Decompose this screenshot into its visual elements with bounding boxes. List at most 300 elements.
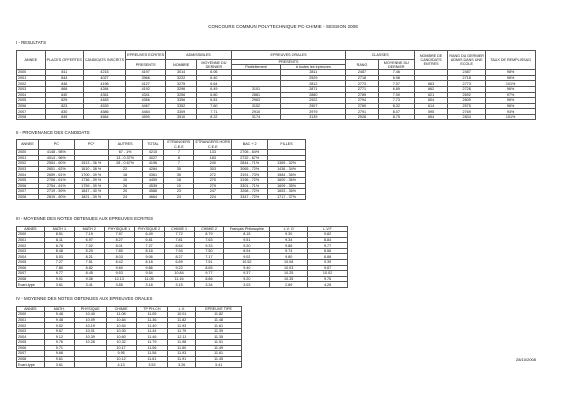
provenance-header: PC — [38, 140, 74, 150]
provenance-cell: 30 — [164, 166, 194, 172]
provenance-cell: 4196 — [142, 161, 164, 167]
provenance-cell: 4539 — [142, 183, 164, 189]
results-cell: 3396 — [166, 98, 197, 104]
results-cell: 8.07 — [378, 109, 414, 115]
ecrites-cell: 7.27 — [134, 243, 164, 249]
results-cell: 2575 — [448, 103, 486, 109]
orales-header: EPREUVE TIPE — [196, 307, 242, 312]
ecrites-cell: 9.77 — [44, 271, 74, 277]
ecrites-cell: Ecart-type — [17, 282, 45, 288]
ecrites-cell: 9.76 — [308, 276, 348, 282]
results-cell: 662 — [415, 86, 448, 92]
ecrites-cell: 9.34 — [270, 237, 308, 243]
ecrites-cell: 9.20 — [224, 243, 270, 249]
provenance-cell: 2732 - 67% — [232, 155, 268, 161]
orales-cell: 9.48 — [44, 312, 74, 318]
provenance-cell: 1609 - 35% — [268, 183, 306, 189]
results-cell: 3966 — [126, 75, 166, 81]
provenance-cell: 1436 - 34% — [268, 166, 306, 172]
ecrites-cell: 8.03 — [104, 254, 134, 260]
results-cell: 829 — [45, 98, 83, 104]
date-stamp: 28/10/2008 — [515, 357, 536, 362]
provenance-cell: 1821 - 39 % — [74, 194, 108, 200]
results-cell: 2006 — [17, 103, 46, 109]
orales-header: CHIMIE — [106, 307, 136, 312]
orales-cell: 9.61 — [44, 356, 74, 362]
ecrites-cell: 7.17 — [194, 254, 224, 260]
results-cell: 4590 — [126, 114, 166, 120]
orales-cell: 9.71 — [44, 345, 74, 351]
provenance-cell: 2002 — [17, 161, 39, 167]
orales-cell: 3.53 — [136, 362, 168, 368]
provenance-cell: 2706 - 64% — [232, 150, 268, 156]
provenance-header: PC* — [74, 140, 108, 150]
orales-cell: 9.67 — [44, 328, 74, 334]
results-cell: 4027 — [83, 75, 125, 81]
ecrites-cell: 7.72 — [164, 232, 194, 238]
ecrites-cell: 8.18 — [134, 248, 164, 254]
ecrites-cell: 8.65 — [194, 265, 224, 271]
ecrites-cell: 9.40 — [224, 265, 270, 271]
ecrites-header: Français Philosophie — [224, 227, 270, 232]
results-cell: 849 — [45, 114, 83, 120]
provenance-cell: 1584 - 36% — [268, 172, 306, 178]
results-cell: 2718 — [346, 75, 378, 81]
provenance-cell: 4284 — [142, 166, 164, 172]
provenance-cell: 22 — [108, 166, 142, 172]
ecrites-cell: 2008 — [17, 276, 45, 282]
orales-cell: 2004 — [17, 334, 45, 340]
provenance-cell: 2719 - 59% — [38, 189, 74, 195]
results-cell: 3222 — [166, 75, 197, 81]
results-cell: 7.07 — [378, 81, 414, 87]
orales-cell: 11.82 — [168, 317, 196, 323]
ecrites-cell: 5.53 — [44, 254, 74, 260]
ecrites-cell: 9.37 — [224, 271, 270, 277]
provenance-cell: 1610 - 38 % — [74, 166, 108, 172]
results-cell: 2979 — [281, 109, 346, 115]
col-admissibles: ADMISSIBLES — [166, 51, 231, 60]
results-cell: 7.71 — [197, 109, 232, 115]
results-cell: 2880 — [281, 92, 346, 98]
ecrites-cell: 8.84 — [308, 237, 348, 243]
orales-header: L.V. — [168, 307, 196, 312]
col-toutes-epreuves: à toutes les épreuves — [281, 65, 346, 70]
ecrites-cell: 2005 — [17, 260, 45, 266]
orales-cell: 10.32 — [106, 340, 136, 346]
orales-cell: 9.95 — [106, 351, 136, 357]
col-epreuves-ecrites: EPREUVES ECRITES — [126, 51, 166, 60]
orales-cell: 11.93 — [168, 323, 196, 329]
ecrites-cell: 3.34 — [194, 282, 224, 288]
orales-cell: 9.48 — [44, 317, 74, 323]
provenance-cell: 4459 — [142, 177, 164, 183]
ecrites-cell: 6.97 — [74, 237, 104, 243]
orales-cell: 2006 — [17, 345, 45, 351]
results-cell: 2728 — [448, 86, 486, 92]
orales-cell: 11.39 — [196, 328, 242, 334]
results-cell: 4586 — [83, 109, 125, 115]
col-nombre-entres: NOMBRE DE CANDIDATS ENTRES — [415, 51, 448, 70]
ecrites-cell: 7.02 — [74, 243, 104, 249]
ecrites-cell: 9.36 — [74, 276, 104, 282]
ecrites-cell: 8.86 — [194, 276, 224, 282]
orales-cell: 9.52 — [44, 323, 74, 329]
results-cell: 93% — [486, 109, 536, 115]
orales-cell: 11.82 — [196, 312, 242, 318]
results-cell: 830 — [45, 109, 83, 115]
orales-table — [16, 306, 242, 368]
ecrites-cell: 8.27 — [104, 237, 134, 243]
results-cell: 2718 — [448, 75, 486, 81]
ecrites-cell: 10.08 — [270, 260, 308, 266]
ecrites-cell: 6.49 — [134, 232, 164, 238]
ecrites-cell: 9.77 — [194, 271, 224, 277]
results-cell: 4127 — [126, 81, 166, 87]
results-cell: 6.06 — [197, 70, 232, 76]
provenance-cell: 3347 - 72% — [232, 194, 268, 200]
orales-row — [17, 362, 242, 368]
provenance-cell: 23 — [164, 189, 194, 195]
orales-cell: 11.61 — [196, 351, 242, 357]
provenance-cell: 272 — [194, 172, 232, 178]
results-cell: 844 — [45, 75, 83, 81]
ecrites-cell: 2006 — [17, 265, 45, 271]
provenance-cell: 4027 — [142, 155, 164, 161]
ecrites-cell: 5.29 — [74, 248, 104, 254]
ecrites-cell: 8.78 — [44, 243, 74, 249]
ecrites-header: L.V. O — [270, 227, 308, 232]
orales-cell: 11.35 — [196, 334, 242, 340]
results-cell: 3275 — [166, 81, 197, 87]
results-cell: 614 — [415, 103, 448, 109]
results-cell: 2003 — [17, 86, 46, 92]
results-cell: 4197 — [126, 70, 166, 76]
results-cell: 3296 — [166, 86, 197, 92]
ecrites-cell: 7.51 — [194, 260, 224, 266]
orales-header: ANNEE — [17, 307, 45, 312]
ecrites-cell: 8.48 — [44, 248, 74, 254]
orales-cell: 11.61 — [196, 323, 242, 329]
results-cell: 2834 — [448, 114, 486, 120]
results-cell: 2789 — [346, 92, 378, 98]
provenance-header: ETRANGERS HORS C.E.E — [195, 140, 231, 149]
orales-cell: 10.30 — [106, 328, 136, 334]
orales-cell: 2005 — [17, 340, 45, 346]
results-cell: 4341 — [126, 92, 166, 98]
provenance-row — [17, 194, 306, 200]
results-cell: 8.32 — [378, 103, 414, 109]
orales-cell: 10.40 — [74, 312, 106, 318]
provenance-cell: 24 — [108, 194, 142, 200]
results-cell: 3510 — [166, 114, 197, 120]
provenance-cell: 183 — [194, 155, 232, 161]
ecrites-cell: 8.51 — [44, 232, 74, 238]
orales-header: TP PH-CH — [136, 307, 168, 312]
ecrites-header: PHYSIQUE 2 — [134, 227, 164, 232]
results-cell: 2922 — [281, 98, 346, 104]
results-cell: 2760 — [346, 103, 378, 109]
section-title-ecrites: III - MOYENNE DES NOTES OBTENUES AUX EPREUVES ECRITES — [16, 216, 154, 221]
provenance-cell: 24 — [164, 194, 194, 200]
ecrites-header: ANNEE — [17, 227, 45, 232]
provenance-cell: 1759 - 39 % — [74, 183, 108, 189]
ecrites-cell: 9.74 — [270, 248, 308, 254]
ecrites-cell: 7.27 — [44, 260, 74, 266]
col-inscrits: CANDIDATS INSCRITS — [83, 51, 125, 70]
results-cell: 96% — [486, 98, 536, 104]
ecrites-cell: 6.89 — [164, 260, 194, 266]
orales-cell: 2000 — [17, 312, 45, 318]
ecrites-cell: 7.50 — [194, 248, 224, 254]
results-cell: 2609 — [448, 98, 486, 104]
provenance-cell: 303 — [194, 166, 232, 172]
orales-cell: 10.39 — [74, 334, 106, 340]
orales-cell: 10.60 — [106, 334, 136, 340]
results-cell: 3352 — [166, 103, 197, 109]
ecrites-cell: 7.94 — [164, 248, 194, 254]
ecrites-row — [17, 282, 348, 288]
ecrites-cell: 8.56 — [308, 248, 348, 254]
orales-cell: 10.54 — [106, 323, 136, 329]
col-moyenne-dernier-classes: MOYENNE DU DERNIER — [378, 60, 414, 70]
provenance-cell: 7 — [164, 161, 194, 167]
ecrites-cell: 3.85 — [104, 282, 134, 288]
results-cell: 6.49 — [197, 86, 232, 92]
results-cell: 595 — [415, 109, 448, 115]
results-cell: 2929 — [281, 75, 346, 81]
provenance-cell: 2554 - 60% — [38, 161, 74, 167]
orales-cell: 11.93 — [168, 351, 196, 357]
provenance-cell: 279 — [194, 183, 232, 189]
orales-cell: 10.28 — [74, 340, 106, 346]
results-cell: 6.64 — [197, 81, 232, 87]
provenance-cell: 224 — [194, 194, 232, 200]
ecrites-cell: 2003 — [17, 248, 45, 254]
orales-cell: 11.05 — [136, 312, 168, 318]
results-cell: 4484 — [126, 109, 166, 115]
provenance-cell: 3301 - 71% — [232, 183, 268, 189]
results-cell: 2001 — [17, 75, 46, 81]
provenance-cell: 2708 - 61% — [38, 177, 74, 183]
ecrites-cell: 10.84 — [164, 271, 194, 277]
orales-cell: 4.13 — [106, 362, 136, 368]
ecrites-cell: 8.21 — [74, 254, 104, 260]
results-cell: 101% — [486, 114, 536, 120]
ecrites-cell: 9.06 — [134, 254, 164, 260]
col-taux: TAUX DE REMPLISSAG — [486, 51, 536, 70]
ecrites-header: MATH 2 — [74, 227, 104, 232]
provenance-cell: 247 — [194, 189, 232, 195]
ecrites-cell: 8.27 — [164, 254, 194, 260]
orales-cell: 11.46 — [136, 334, 168, 340]
provenance-cell: 2001 — [17, 155, 39, 161]
ecrites-cell: 9.86 — [270, 243, 308, 249]
orales-cell: 10.17 — [106, 345, 136, 351]
orales-cell: 11.98 — [168, 340, 196, 346]
results-cell: 2773 — [448, 81, 486, 87]
provenance-header: ETRANGERS C.E.E — [164, 140, 194, 150]
provenance-cell: 26 — [108, 183, 142, 189]
ecrites-cell: 11.16 — [164, 276, 194, 282]
results-cell: 8.75 — [378, 114, 414, 120]
orales-cell: 2008 — [17, 356, 45, 362]
results-cell: 6.80 — [197, 92, 232, 98]
results-cell: 868 — [45, 86, 83, 92]
page-title: CONCOURS COMMUN POLYTECHNIQUE PC-CHIMIE - SESSION 2008 — [208, 24, 358, 29]
provenance-cell: 2004 — [17, 172, 39, 178]
orales-cell: 10.12 — [106, 356, 136, 362]
provenance-cell: 2754 - 61% — [38, 183, 74, 189]
provenance-cell: 4014 - 96% — [38, 155, 74, 161]
ecrites-cell: 9.01 — [44, 276, 74, 282]
results-cell: 6.40 — [197, 75, 232, 81]
orales-cell: 2007 — [17, 351, 45, 357]
provenance-cell: 4361 — [142, 172, 164, 178]
ecrites-cell: 7.19 — [74, 232, 104, 238]
orales-cell: Ecart-type — [17, 362, 45, 368]
ecrites-cell: 4.26 — [308, 282, 348, 288]
provenance-header: AUTRES — [108, 140, 142, 150]
ecrites-cell: 10.35 — [270, 276, 308, 282]
orales-cell: 3.61 — [44, 362, 74, 368]
results-cell: 101% — [486, 81, 536, 87]
results-cell: 4192 — [126, 86, 166, 92]
provenance-cell: 1653 - 36% — [268, 189, 306, 195]
results-cell: 7.00 — [378, 92, 414, 98]
results-cell: 4361 — [83, 92, 125, 98]
orales-cell: 12.11 — [168, 334, 196, 340]
provenance-cell: 3191 - 73% — [232, 172, 268, 178]
orales-cell: 11.08 — [106, 312, 136, 318]
section-title-resultats: I - RESULTATS — [16, 40, 47, 45]
provenance-cell: 2651 - 62% — [38, 166, 74, 172]
ecrites-cell: 9.53 — [104, 271, 134, 277]
results-cell: 96% — [486, 86, 536, 92]
orales-cell: 11.60 — [168, 345, 196, 351]
orales-cell: 11.79 — [168, 328, 196, 334]
ecrites-cell: 9.51 — [224, 237, 270, 243]
provenance-cell: 2007 — [17, 189, 39, 195]
orales-cell: 9.12 — [44, 334, 74, 340]
col-partiellement: Partiellement — [231, 65, 280, 70]
ecrites-cell: 2000 — [17, 232, 45, 238]
results-cell: 2791 — [346, 109, 378, 115]
section-title-provenance: II - PROVENANCE DES CANDIDATS — [16, 130, 90, 135]
provenance-cell: 3065 - 72% — [232, 166, 268, 172]
provenance-cell: 1513 - 36 % — [74, 161, 108, 167]
col-moyenne-dernier: MOYENNE DU DERNIER — [197, 60, 232, 70]
results-cell: 3174 — [231, 114, 280, 120]
results-cell: 4467 — [126, 103, 166, 109]
orales-cell — [74, 362, 106, 368]
results-cell: 7.60 — [197, 103, 232, 109]
provenance-cell: 1736 - 39 % — [74, 177, 108, 183]
ecrites-cell: 6.81 — [134, 237, 164, 243]
results-cell: 3139 — [281, 114, 346, 120]
col-places: PLACES OFFERTES — [45, 51, 83, 70]
results-cell: 4483 — [83, 98, 125, 104]
ecrites-cell: 9.22 — [164, 265, 194, 271]
results-cell: 2487 — [448, 70, 486, 76]
col-classes: CLASSES — [346, 51, 415, 60]
orales-cell: 11.58 — [136, 351, 168, 357]
ecrites-cell: 10.02 — [308, 271, 348, 277]
ecrites-header: PHYSIQUE 1 — [104, 227, 134, 232]
ecrites-cell: 9.54 — [134, 271, 164, 277]
results-cell: 3101 — [231, 86, 280, 92]
results-cell: 2794 — [346, 98, 378, 104]
ecrites-cell: 9.02 — [224, 254, 270, 260]
orales-cell: 11.49 — [196, 345, 242, 351]
provenance-cell: 28 - 0.67% — [108, 161, 142, 167]
results-cell: 2881 — [231, 92, 280, 98]
provenance-cell: 10 — [108, 177, 142, 183]
results-cell: 621 — [415, 92, 448, 98]
provenance-cell: 4148 - 98% — [38, 150, 74, 156]
results-cell: 2910 — [231, 109, 280, 115]
col-rang: RANG — [346, 60, 378, 70]
results-cell: 4539 — [83, 103, 125, 109]
results-cell: 2811 — [281, 70, 346, 76]
orales-cell: 10.84 — [106, 317, 136, 323]
ecrites-cell: 2002 — [17, 243, 45, 249]
provenance-cell: 20 — [108, 189, 142, 195]
results-cell: 2769 — [448, 109, 486, 115]
ecrites-header: MATH 1 — [44, 227, 74, 232]
ecrites-cell: 2007 — [17, 271, 45, 277]
orales-cell: 11.79 — [136, 340, 168, 346]
ecrites-cell: 9.80 — [270, 254, 308, 260]
ecrites-cell: 9.87 — [308, 265, 348, 271]
orales-cell: 3.41 — [196, 362, 242, 368]
orales-cell: 9.68 — [44, 351, 74, 357]
results-cell: 3014 — [166, 70, 197, 76]
provenance-cell: 2819 - 60% — [38, 194, 74, 200]
results-cell: 96% — [486, 103, 536, 109]
ecrites-cell: 3.15 — [164, 282, 194, 288]
results-cell: 2773 — [346, 81, 378, 87]
col-nombre: NOMBRE — [166, 60, 197, 70]
provenance-cell: 2008 — [17, 194, 39, 200]
section-title-orales: IV - MOYENNE DES NOTES OBTENUES AUX EPREUVES ORALES — [16, 296, 153, 301]
ecrites-cell: 10.03 — [270, 265, 308, 271]
ecrites-cell: 3.03 — [224, 282, 270, 288]
ecrites-cell: 2004 — [17, 254, 45, 260]
ecrites-cell: 9.60 — [104, 265, 134, 271]
ecrites-cell: 3.61 — [44, 282, 74, 288]
orales-header: PHYSIQUE — [74, 307, 106, 312]
provenance-header: BAC + 2 — [232, 140, 268, 150]
ecrites-cell: 7.80 — [104, 248, 134, 254]
orales-cell: 11.36 — [136, 317, 168, 323]
results-cell: 7.46 — [378, 70, 414, 76]
ecrites-cell: 8.82 — [74, 265, 104, 271]
ecrites-cell: 8.18 — [134, 260, 164, 266]
results-cell: 2812 — [281, 81, 346, 87]
provenance-cell: 1369 - 32% — [268, 161, 306, 167]
results-cell: 2907 — [281, 103, 346, 109]
provenance-cell: 275 — [194, 177, 232, 183]
orales-cell: 2001 — [17, 317, 45, 323]
results-cell: 6.81 — [197, 98, 232, 104]
col-annee: ANNEE — [17, 51, 46, 70]
provenance-cell: 2000 — [17, 150, 39, 156]
provenance-cell: 4664 — [142, 194, 164, 200]
ecrites-cell: 7.81 — [164, 237, 194, 243]
results-cell: 2005 — [17, 98, 46, 104]
orales-cell: 11.51 — [196, 340, 242, 346]
